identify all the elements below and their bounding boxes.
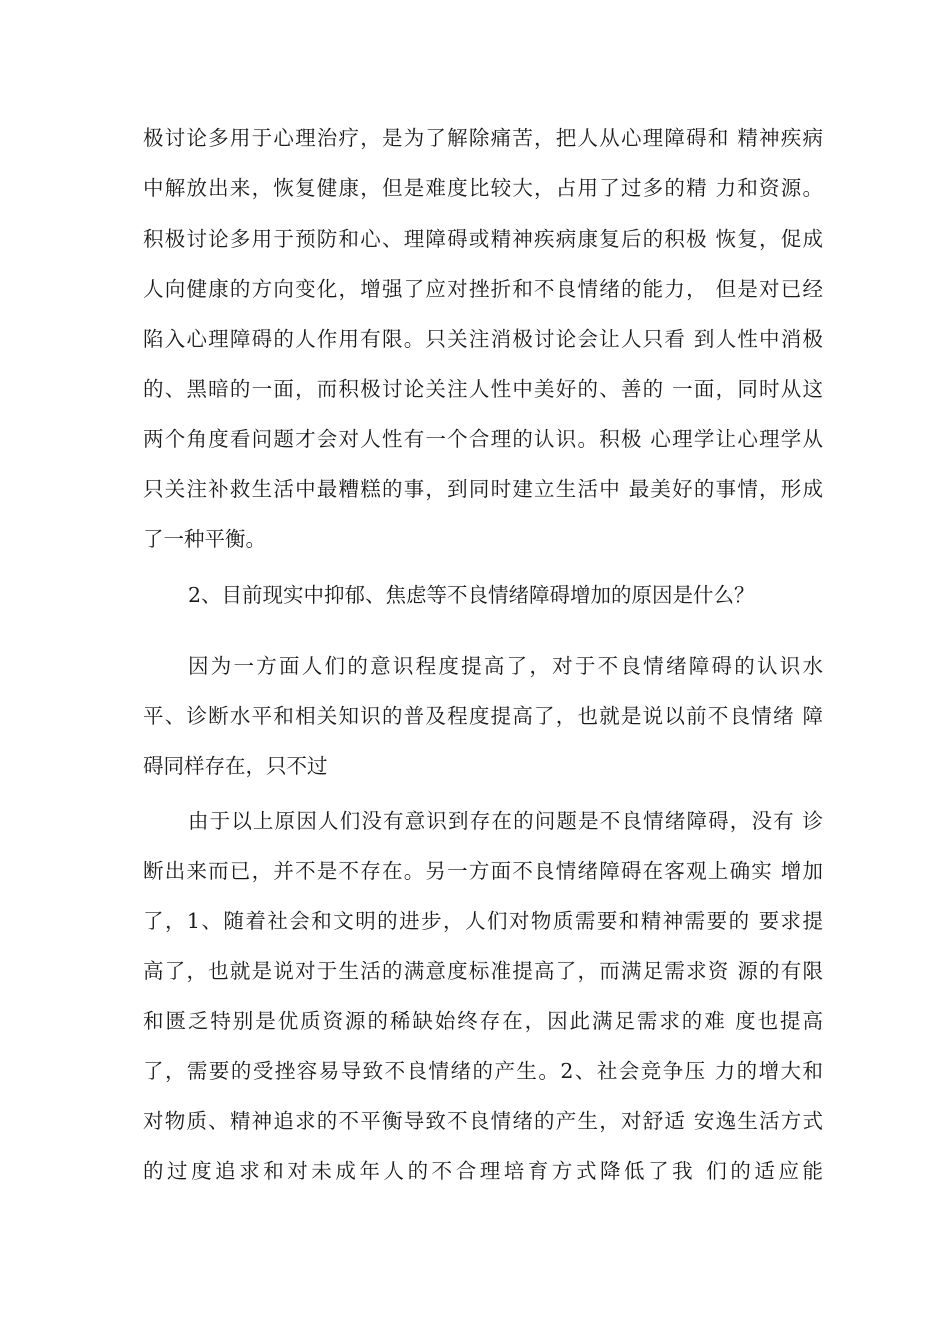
text-line: 碍同样存在，只不过	[143, 754, 328, 778]
text-line: 极讨论多用于心理治疗，是为了解除痛苦，把人从心理障碍和 精神疾病	[143, 126, 823, 150]
question-heading: 2、目前现实中抑郁、焦虑等不良情绪障碍增加的原因是什么？	[188, 583, 755, 607]
text-line: 了一种平衡。	[143, 527, 266, 551]
text-line: 的、黑暗的一面，而积极讨论关注人性中美好的、善的 一面，同时从这	[143, 377, 823, 401]
text-line: 中解放出来，恢复健康，但是难度比较大，占用了过多的精 力和资源。	[143, 176, 823, 200]
text-line: 的过度追求和对未成年人的不合理培育方式降低了我 们的适应能	[143, 1159, 823, 1183]
text-line: 人向健康的方向变化，增强了应对挫折和不良情绪的能力， 但是对已经	[143, 277, 823, 301]
text-line: 和匮乏特别是优质资源的稀缺始终存在，因此满足需求的难 度也提高	[143, 1009, 823, 1033]
text-line: 平、诊断水平和相关知识的普及程度提高了，也就是说以前不良情绪 障	[143, 704, 823, 728]
text-line: 两个角度看问题才会对人性有一个合理的认识。积极 心理学让心理学从	[143, 427, 823, 451]
text-line: 断出来而已，并不是不存在。另一方面不良情绪障碍在客观上确实 增加	[143, 859, 823, 883]
text-line: 只关注补救生活中最糟糕的事，到同时建立生活中 最美好的事情，形成	[143, 477, 823, 501]
text-line: 陷入心理障碍的人作用有限。只关注消极讨论会让人只看 到人性中消极	[143, 327, 823, 351]
text-line: 由于以上原因人们没有意识到存在的问题是不良情绪障碍，没有 诊	[188, 809, 823, 833]
text-line: 因为一方面人们的意识程度提高了，对于不良情绪障碍的认识水	[188, 654, 823, 678]
text-line: 了，1、随着社会和文明的进步，人们对物质需要和精神需要的 要求提	[143, 909, 823, 933]
text-line: 了，需要的受挫容易导致不良情绪的产生。2、社会竞争压 力的增大和	[143, 1059, 823, 1083]
text-line: 高了，也就是说对于生活的满意度标准提高了，而满足需求资 源的有限	[143, 959, 823, 983]
text-line: 对物质、精神追求的不平衡导致不良情绪的产生，对舒适 安逸生活方式	[143, 1109, 823, 1133]
text-line: 积极讨论多用于预防和心、理障碍或精神疾病康复后的积极 恢复，促成	[143, 227, 823, 251]
